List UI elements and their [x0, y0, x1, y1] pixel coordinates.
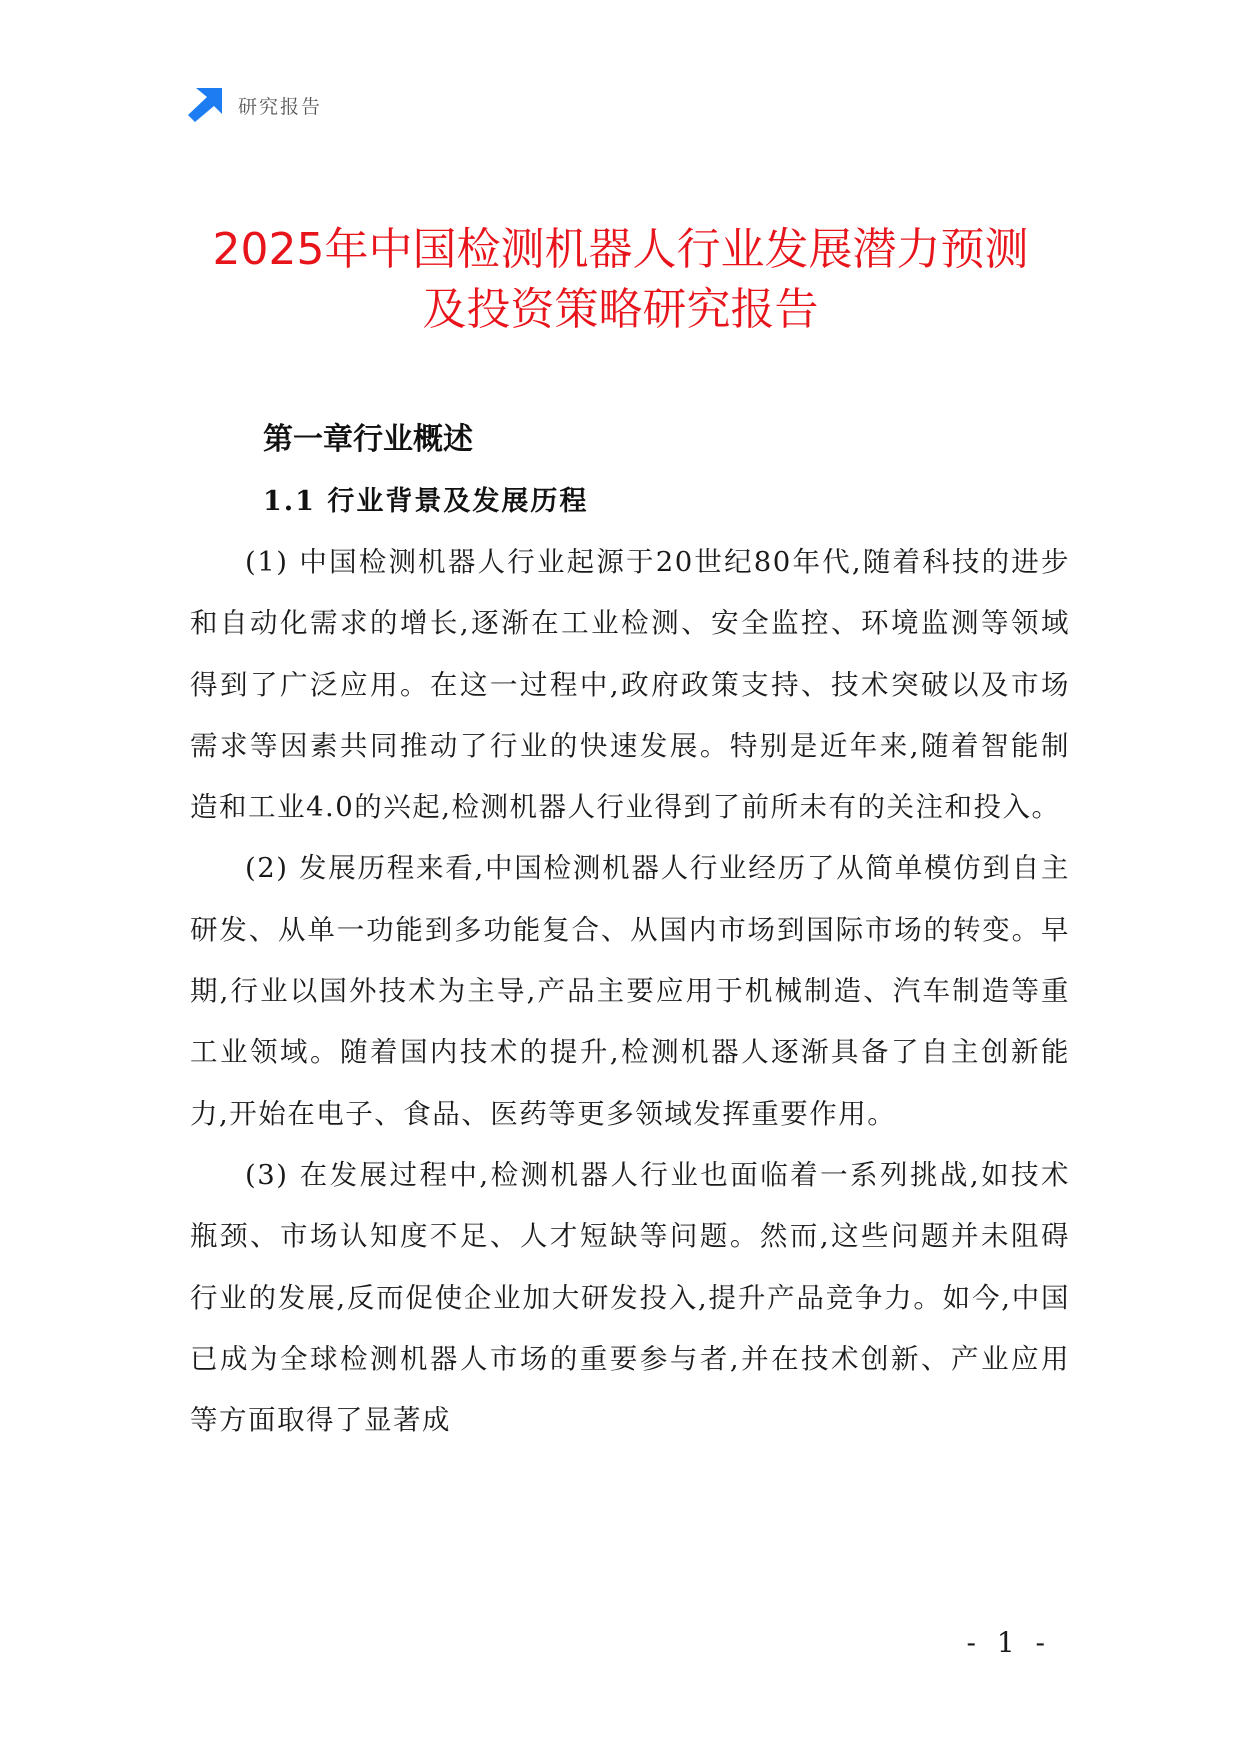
paragraph-3: (3) 在发展过程中,检测机器人行业也面临着一系列挑战,如技术瓶颈、市场认知度不足、人才短缺等问题。然而,这些问题并未阻碍行业的发展,反而促使企业加大研发投入,提升产品竞争力。如今,中国已成为全球检测机器人市场的重要参与者,并在技术创新、产业应用等方面取得了显著成 — [190, 1158, 1070, 1437]
document-title-line-1: 2025年中国检测机器人行业发展潜力预测 — [212, 224, 1029, 275]
chapter-heading: 第一章行业概述 — [263, 422, 473, 457]
document-title-line-2: 及投资策略研究报告 — [422, 284, 819, 335]
section-heading: 1.1 行业背景及发展历程 — [263, 486, 589, 517]
page-number: - 1 - — [966, 1626, 1051, 1659]
header-label: 研究报告 — [238, 95, 323, 118]
paragraph-1: (1) 中国检测机器人行业起源于20世纪80年代,随着科技的进步和自动化需求的增长,逐渐在工业检测、安全监控、环境监测等领域得到了广泛应用。在这一过程中,政府政策支持、技术突破以及市场需求等因素共同推动了行业的快速发展。特别是近年来,随着智能制造和工业4.0的兴起,检测机器人行业得到了前所未有的关注和投入。 — [190, 546, 1070, 824]
paragraph-2: (2) 发展历程来看,中国检测机器人行业经历了从简单模仿到自主研发、从单一功能到多功能复合、从国内市场到国际市场的转变。早期,行业以国外技术为主导,产品主要应用于机械制造、汽车制造等重工业领域。随着国内技术的提升,检测机器人逐渐具备了自主创新能力,开始在电子、食品、医药等更多领域发挥重要作用。 — [190, 852, 1070, 1130]
document-title — [150, 220, 1091, 340]
arrow-up-right-logo-icon — [188, 88, 222, 122]
report-header — [188, 88, 322, 122]
body-text — [190, 532, 1070, 1451]
